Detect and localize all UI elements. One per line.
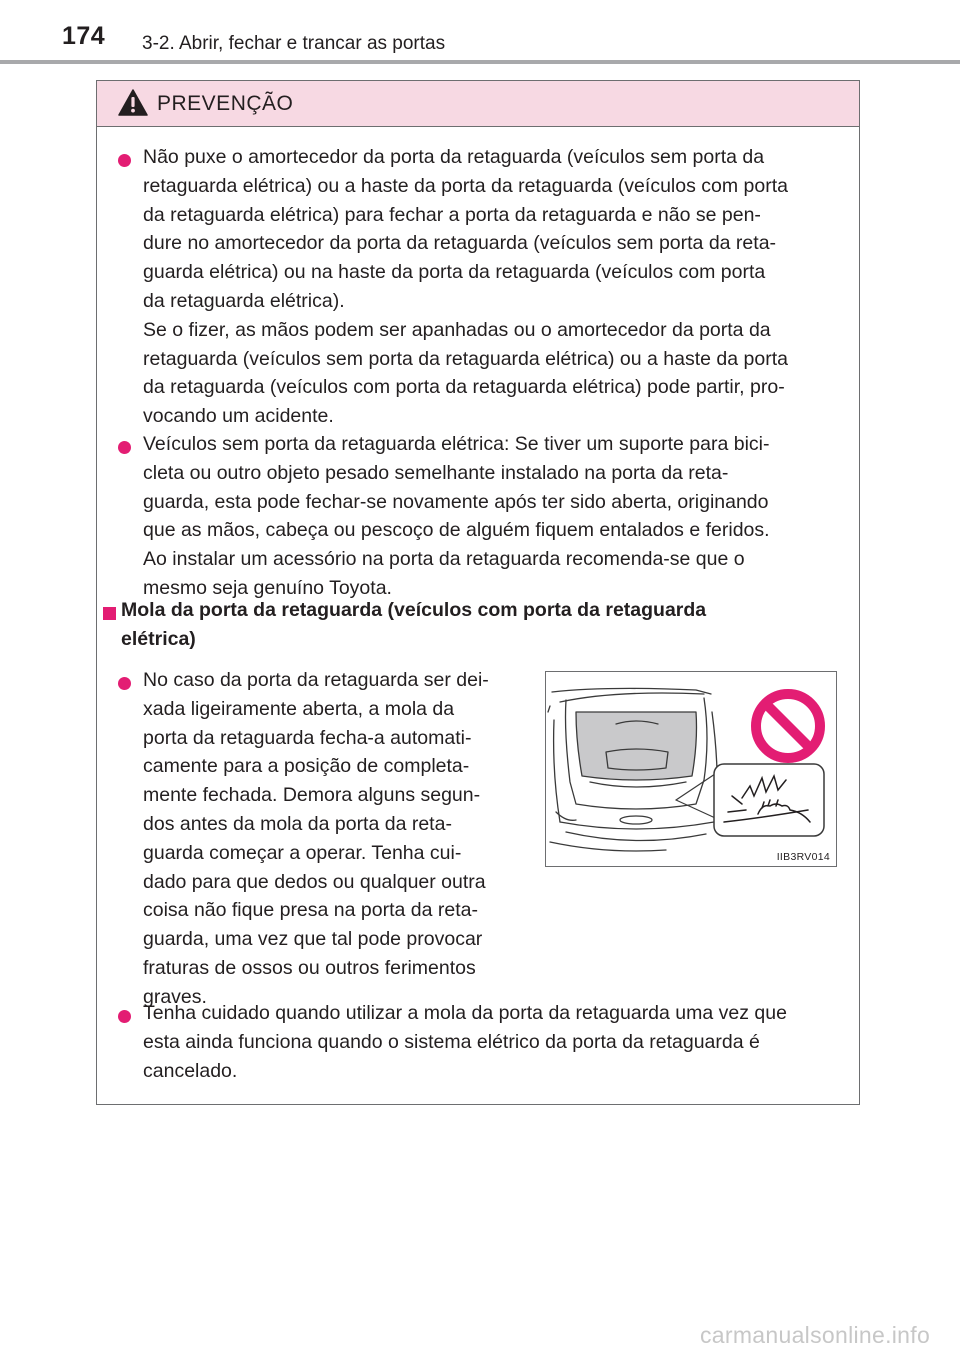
caution-bullet-1 <box>143 143 853 431</box>
subheading-square-icon <box>103 607 116 620</box>
text-line: guarda começar a operar. Tenha cui- <box>143 841 462 864</box>
caution-bullet-4 <box>143 999 853 1085</box>
caution-bullet-2 <box>143 430 853 603</box>
text-line: camente para a posição de completa- <box>143 755 470 778</box>
tailgate-drawing <box>546 672 836 866</box>
page-number: 174 <box>62 22 106 50</box>
text-line: graves. <box>143 985 207 1008</box>
text-line: dure no amortecedor da porta da retaguarda (veículos sem porta da reta- <box>143 232 777 255</box>
text-line: da retaguarda elétrica) para fechar a porta da retaguarda e não se pen- <box>143 203 761 226</box>
text-line: Mola da porta da retaguarda (veículos com porta da retaguarda <box>121 599 707 621</box>
text-line: mesmo seja genuíno Toyota. <box>143 576 392 599</box>
tailgate-illustration <box>545 671 837 867</box>
caution-header <box>97 81 859 127</box>
text-line: Não puxe o amortecedor da porta da retaguarda (veículos sem porta da <box>143 146 765 168</box>
text-line: da retaguarda elétrica). <box>143 289 345 312</box>
figure-code: IIB3RV014 <box>776 851 830 863</box>
text-line: elétrica) <box>121 627 196 650</box>
text-line: Veículos sem porta da retaguarda elétrica: Se tiver um suporte para bici- <box>143 433 770 455</box>
header-rule <box>0 60 960 64</box>
text-line: cleta ou outro objeto pesado semelhante instalado na porta da reta- <box>143 461 729 484</box>
text-line: guarda, uma vez que tal pode provocar <box>143 928 483 951</box>
text-line: Se o fizer, as mãos podem ser apanhadas ou o amortecedor da porta da <box>143 318 771 341</box>
text-line: guarda, esta pode fechar-se novamente após ter sido aberta, originando <box>143 490 769 513</box>
text-line: retaguarda elétrica) ou a haste da porta da retaguarda (veículos com porta <box>143 174 788 197</box>
text-line: dos antes da mola da porta da reta- <box>143 812 452 835</box>
section-title: 3-2. Abrir, fechar e trancar as portas <box>142 33 446 54</box>
bullet-icon <box>118 154 131 167</box>
caution-box <box>96 80 860 1105</box>
caution-bullet-3 <box>143 666 521 1012</box>
text-line: cancelado. <box>143 1059 238 1082</box>
text-line: retaguarda (veículos sem porta da retaguarda elétrica) ou a haste da porta <box>143 347 788 370</box>
bullet-icon <box>118 677 131 690</box>
page-header <box>0 0 960 62</box>
text-line: Tenha cuidado quando utilizar a mola da porta da retaguarda uma vez que <box>143 1002 787 1024</box>
text-line: coisa não fique presa na porta da reta- <box>143 899 478 922</box>
warning-triangle-icon <box>118 89 148 116</box>
text-line: da retaguarda (veículos com porta da retaguarda elétrica) pode partir, pro- <box>143 376 785 399</box>
text-line: guarda elétrica) ou na haste da porta da retaguarda (veículos com porta <box>143 261 766 284</box>
text-line: fraturas de ossos ou outros ferimentos <box>143 956 476 979</box>
text-line: No caso da porta da retaguarda ser dei- <box>143 669 489 691</box>
caution-title: PREVENÇÃO <box>157 92 294 115</box>
text-line: que as mãos, cabeça ou pescoço de alguém fiquem entalados e feridos. <box>143 519 770 542</box>
text-line: dado para que dedos ou qualquer outra <box>143 870 486 893</box>
text-line: porta da retaguarda fecha-a automati- <box>143 726 472 749</box>
subheading <box>121 596 853 654</box>
text-line: Ao instalar um acessório na porta da retaguarda recomenda-se que o <box>143 548 745 571</box>
text-line: mente fechada. Demora alguns segun- <box>143 784 481 807</box>
bullet-icon <box>118 441 131 454</box>
text-line: vocando um acidente. <box>143 405 334 428</box>
text-line: xada ligeiramente aberta, a mola da <box>143 697 455 720</box>
text-line: esta ainda funciona quando o sistema elétrico da porta da retaguarda é <box>143 1030 760 1053</box>
watermark: carmanualsonline.info <box>700 1322 931 1348</box>
bullet-icon <box>118 1010 131 1023</box>
